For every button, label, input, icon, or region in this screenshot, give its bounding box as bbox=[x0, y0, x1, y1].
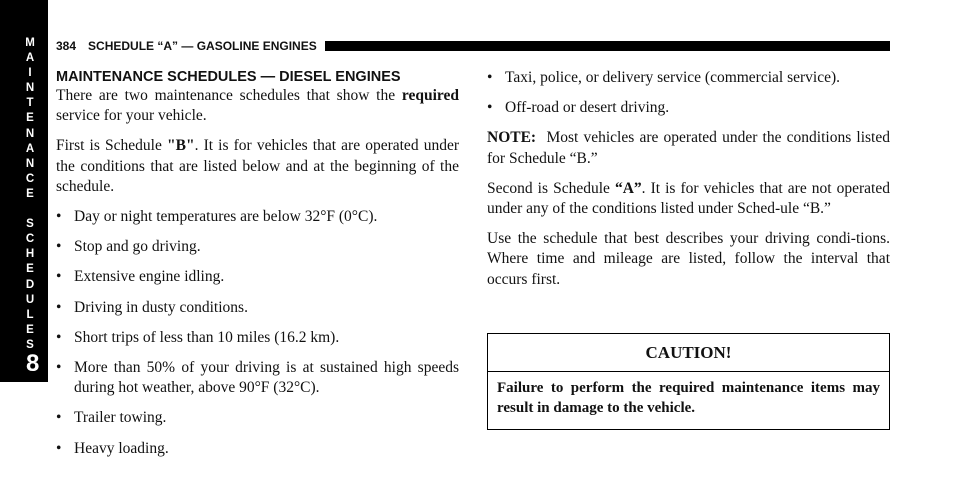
intro-text: There are two maintenance schedules that show the bbox=[56, 87, 402, 104]
list-item-text: More than 50% of your driving is at sustained high speeds during hot weather, above 90°F (32°C). bbox=[74, 359, 459, 397]
schedule-a-bold: “A” bbox=[614, 179, 642, 197]
list-item bbox=[487, 68, 890, 88]
section-number: 8 bbox=[26, 350, 40, 377]
side-tab-letter: C bbox=[25, 233, 35, 246]
bullet-icon: • bbox=[56, 208, 62, 226]
caution-body: Failure to perform the required maintenance items may result in damage to the vehicle. bbox=[497, 380, 880, 416]
side-tab-letter bbox=[12, 202, 48, 217]
side-tab bbox=[0, 0, 48, 382]
list-item bbox=[56, 237, 459, 257]
side-tab-letter: E bbox=[26, 323, 34, 336]
side-tab-letter: H bbox=[25, 248, 35, 261]
side-tab-letter: N bbox=[25, 82, 35, 95]
side-tab-letter: N bbox=[25, 157, 35, 170]
schedule-b-bold: "B" bbox=[167, 137, 195, 155]
header-title: SCHEDULE “A” — GASOLINE ENGINES bbox=[88, 39, 317, 53]
list-item-text: Trailer towing. bbox=[74, 409, 167, 427]
schedule-b-text-end: . It is for vehicles that are operated under the conditions that are listed below and at the beginning of the schedule. bbox=[56, 137, 459, 195]
list-item-text: Taxi, police, or delivery service (commercial service). bbox=[505, 69, 841, 86]
list-item-text: Day or night temperatures are below 32°F (0°C). bbox=[74, 208, 378, 226]
bullet-icon: • bbox=[487, 69, 493, 86]
side-tab-letter: N bbox=[25, 127, 35, 140]
list-item-text: Short trips of less than 10 miles (16.2 km). bbox=[74, 328, 340, 346]
right-column bbox=[487, 68, 894, 290]
schedule-a-text-end: . It is for vehicles that are not operated under any of the conditions listed under Sched-ule “B.” bbox=[487, 179, 890, 218]
note-paragraph bbox=[487, 128, 894, 168]
list-item bbox=[56, 439, 459, 459]
list-item bbox=[56, 207, 459, 227]
bullet-icon: • bbox=[487, 99, 493, 117]
list-item bbox=[56, 328, 459, 348]
side-tab-letter: D bbox=[25, 278, 35, 291]
list-item bbox=[56, 298, 459, 318]
intro-text-end: service for your vehicle. bbox=[56, 107, 207, 125]
bullet-icon: • bbox=[56, 359, 62, 377]
list-item bbox=[487, 98, 890, 118]
section-heading: MAINTENANCE SCHEDULES — DIESEL ENGINES bbox=[56, 69, 401, 85]
bullet-icon: • bbox=[56, 328, 62, 346]
schedule-a-text: Second is Schedule bbox=[487, 179, 615, 197]
schedule-a-paragraph bbox=[487, 179, 890, 219]
bullet-icon: • bbox=[56, 268, 62, 286]
intro-paragraph bbox=[56, 86, 459, 126]
intro-bold: required bbox=[401, 87, 459, 104]
side-tab-letter: A bbox=[25, 52, 35, 65]
left-column bbox=[56, 68, 459, 469]
list-item-text: Extensive engine idling. bbox=[74, 268, 225, 286]
side-tab-letter: E bbox=[26, 112, 34, 125]
side-tab-letter: M bbox=[25, 37, 35, 49]
caution-box bbox=[487, 333, 890, 430]
side-tab-label bbox=[0, 36, 48, 353]
side-tab-letter: S bbox=[26, 218, 34, 231]
side-tab-letter: A bbox=[25, 142, 35, 155]
side-tab-letter: E bbox=[26, 187, 34, 200]
list-item bbox=[56, 267, 459, 287]
note-label: NOTE: bbox=[487, 129, 537, 147]
side-tab-letter: I bbox=[28, 67, 32, 80]
note-text: Most vehicles are operated under the conditions listed for Schedule “B.” bbox=[487, 129, 894, 167]
side-tab-letter: T bbox=[26, 97, 34, 110]
header-rule bbox=[325, 41, 890, 51]
bullet-icon: • bbox=[56, 298, 62, 316]
caution-title: CAUTION! bbox=[488, 334, 889, 372]
list-item bbox=[56, 358, 459, 398]
list-item-text: Off-road or desert driving. bbox=[505, 99, 670, 117]
schedule-b-text: First is Schedule bbox=[56, 137, 167, 155]
list-item-text: Stop and go driving. bbox=[74, 238, 201, 256]
conditions-list bbox=[56, 207, 459, 469]
list-item-text: Heavy loading. bbox=[74, 439, 169, 457]
side-tab-letter: E bbox=[26, 263, 34, 276]
bullet-icon: • bbox=[56, 439, 62, 457]
side-tab-letter: L bbox=[26, 308, 34, 321]
side-tab-letter: S bbox=[26, 338, 34, 351]
conditions-list-continued bbox=[487, 68, 890, 128]
page-header bbox=[56, 38, 890, 54]
page-number: 384 bbox=[56, 39, 77, 53]
side-tab-letter: C bbox=[25, 172, 35, 185]
bullet-icon: • bbox=[56, 409, 62, 427]
advice-paragraph: Use the schedule that best describes your driving condi-tions. Where time and mileage are listed, follow the interval that occurs first. bbox=[487, 230, 890, 288]
bullet-icon: • bbox=[56, 238, 62, 256]
list-item-text: Driving in dusty conditions. bbox=[74, 298, 248, 316]
list-item bbox=[56, 408, 459, 428]
schedule-b-paragraph bbox=[56, 136, 459, 197]
side-tab-letter: U bbox=[25, 293, 35, 306]
